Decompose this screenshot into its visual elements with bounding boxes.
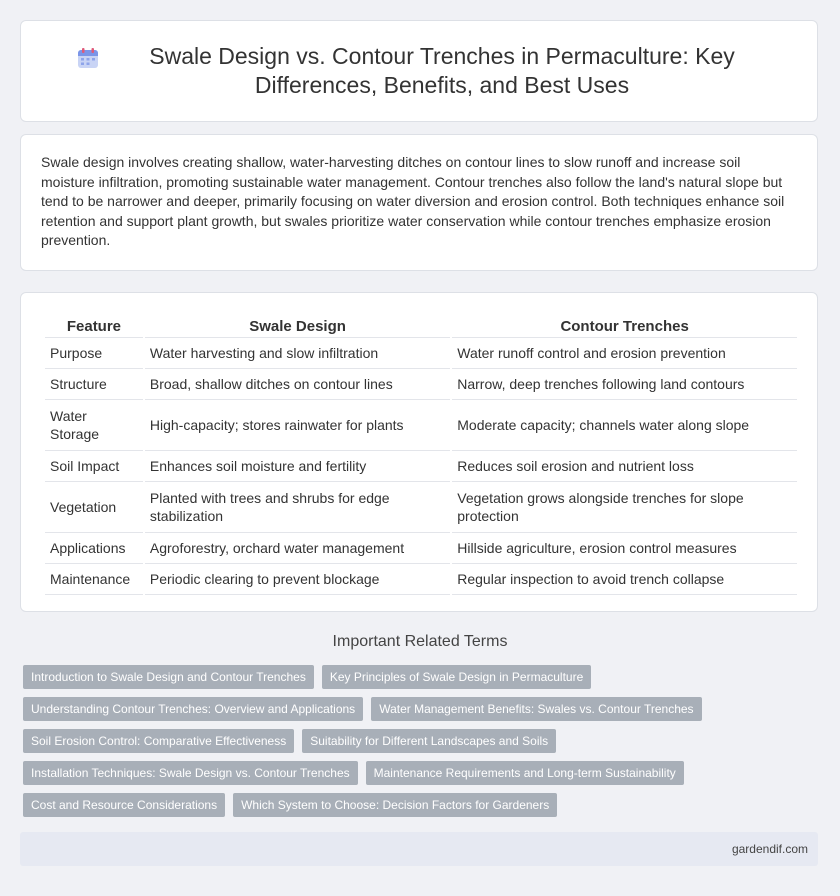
intro-paragraph: Swale design involves creating shallow, water-harvesting ditches on contour lines to slow runoff and increase soil moisture infiltration, promoting sustainable water management. Contour trenches also follow the land's natural slope but tend to be narrower and deeper, primarily focusing on water diversion and erosion control. Both techniques enhance soil retention and support plant growth, but swales prioritize water conservation while contour trenches emphasize erosion prevention. bbox=[41, 154, 785, 248]
feature-cell: Water Storage bbox=[45, 400, 143, 451]
table-row bbox=[45, 533, 797, 564]
swale-cell: Planted with trees and shrubs for edge stabilization bbox=[145, 482, 450, 533]
related-term-tag[interactable]: Introduction to Swale Design and Contour Trenches bbox=[23, 665, 314, 689]
related-term-tag[interactable]: Which System to Choose: Decision Factors for Gardeners bbox=[233, 793, 557, 817]
comparison-table bbox=[43, 315, 799, 595]
table-row bbox=[45, 564, 797, 595]
trench-cell: Narrow, deep trenches following land contours bbox=[452, 369, 797, 400]
footer-site-link[interactable]: gardendif.com bbox=[731, 842, 808, 856]
swale-cell: Broad, shallow ditches on contour lines bbox=[145, 369, 450, 400]
page-title: Swale Design vs. Contour Trenches in Permaculture: Key Differences, Benefits, and Best Uses bbox=[149, 43, 735, 98]
trench-cell: Regular inspection to avoid trench collapse bbox=[452, 564, 797, 595]
related-term-tag[interactable]: Key Principles of Swale Design in Permaculture bbox=[322, 665, 591, 689]
swale-cell: Water harvesting and slow infiltration bbox=[145, 338, 450, 369]
column-header-swale-design: Swale Design bbox=[145, 315, 450, 338]
feature-cell: Purpose bbox=[45, 338, 143, 369]
trench-cell: Moderate capacity; channels water along slope bbox=[452, 400, 797, 451]
title-card bbox=[20, 20, 818, 122]
related-term-tag[interactable]: Water Management Benefits: Swales vs. Contour Trenches bbox=[371, 697, 701, 721]
trench-cell: Hillside agriculture, erosion control measures bbox=[452, 533, 797, 564]
related-term-tag[interactable]: Maintenance Requirements and Long-term Sustainability bbox=[366, 761, 684, 785]
column-header-feature: Feature bbox=[45, 315, 143, 338]
related-terms-list bbox=[23, 665, 813, 825]
intro-card bbox=[20, 134, 818, 271]
column-header-contour-trenches: Contour Trenches bbox=[452, 315, 797, 338]
comparison-table-card bbox=[20, 292, 818, 612]
swale-cell: High-capacity; stores rainwater for plants bbox=[145, 400, 450, 451]
feature-cell: Structure bbox=[45, 369, 143, 400]
related-term-tag[interactable]: Installation Techniques: Swale Design vs. Contour Trenches bbox=[23, 761, 358, 785]
feature-cell: Maintenance bbox=[45, 564, 143, 595]
table-row bbox=[45, 369, 797, 400]
table-row bbox=[45, 400, 797, 451]
related-terms-title: Important Related Terms bbox=[332, 633, 508, 650]
trench-cell: Water runoff control and erosion prevention bbox=[452, 338, 797, 369]
table-header-row bbox=[45, 315, 797, 338]
table-row bbox=[45, 482, 797, 533]
feature-cell: Applications bbox=[45, 533, 143, 564]
swale-cell: Agroforestry, orchard water management bbox=[145, 533, 450, 564]
table-row bbox=[45, 338, 797, 369]
footer bbox=[20, 832, 818, 866]
related-term-tag[interactable]: Suitability for Different Landscapes and Soils bbox=[302, 729, 556, 753]
swale-cell: Enhances soil moisture and fertility bbox=[145, 451, 450, 482]
trench-cell: Vegetation grows alongside trenches for slope protection bbox=[452, 482, 797, 533]
table-row bbox=[45, 451, 797, 482]
related-term-tag[interactable]: Understanding Contour Trenches: Overview and Applications bbox=[23, 697, 363, 721]
related-term-tag[interactable]: Cost and Resource Considerations bbox=[23, 793, 225, 817]
related-term-tag[interactable]: Soil Erosion Control: Comparative Effectiveness bbox=[23, 729, 294, 753]
feature-cell: Soil Impact bbox=[45, 451, 143, 482]
feature-cell: Vegetation bbox=[45, 482, 143, 533]
trench-cell: Reduces soil erosion and nutrient loss bbox=[452, 451, 797, 482]
swale-cell: Periodic clearing to prevent blockage bbox=[145, 564, 450, 595]
calendar-icon bbox=[76, 46, 100, 70]
